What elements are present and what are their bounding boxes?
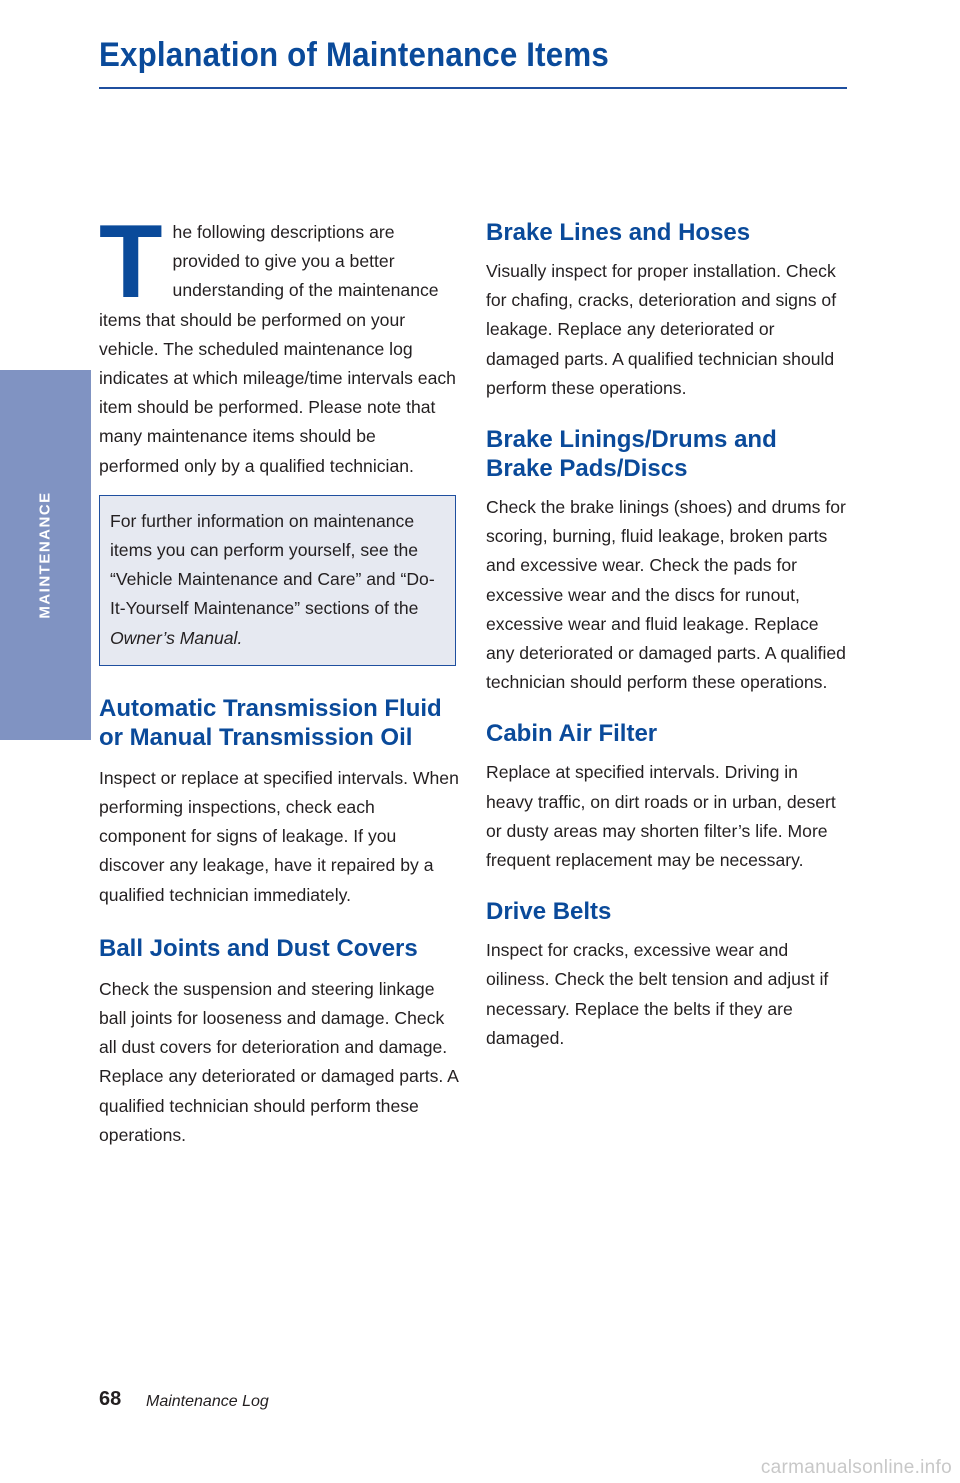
heading-transmission-fluid: Automatic Transmission Fluid or Manual Transmission Oil (99, 694, 442, 751)
note-text: For further information on maintenance items you can perform yourself, see the “Vehicle Maintenance and Care” and “Do-It-Yourself Maintenance” sections of the (110, 510, 435, 619)
body-brake-linings: Check the brake linings (shoes) and drums for scoring, burning, fluid leakage, broken parts and excessive wear. Check the pads for excessive wear and the discs for runout, excessive wear and fluid leakage. Replace any deteriorated or damaged parts. A qualified technician should perform these operations. (486, 497, 846, 693)
intro-paragraph (99, 204, 459, 481)
page-title: Explanation of Maintenance Items (99, 36, 609, 74)
heading-brake-linings: Brake Linings/Drums and Brake Pads/Discs (486, 426, 777, 483)
heading-brake-lines: Brake Lines and Hoses (486, 219, 751, 246)
page-number: 68 (99, 1388, 122, 1410)
left-column (99, 204, 459, 1150)
watermark: carmanualsonline.info (760, 1457, 952, 1478)
side-tab-label: MAINTENANCE (36, 491, 54, 619)
heading-drive-belts: Drive Belts (486, 898, 612, 926)
body-ball-joints: Check the suspension and steering linkage ball joints for looseness and damage. Check all dust covers for deterioration and damage. Replace any deteriorated or damaged parts. A qualified technician should perform these operations. (99, 978, 458, 1145)
drop-cap: T (99, 204, 163, 320)
note-manual-title: Owner’s Manual. (110, 627, 243, 648)
right-column (486, 218, 846, 1053)
title-divider (99, 87, 847, 89)
body-brake-lines: Visually inspect for proper installation. Check for chafing, cracks, deterioration and signs of leakage. Replace any deteriorated or damaged parts. A qualified technician should perform these operations. (486, 261, 837, 398)
intro-text: he following descriptions are provided to give you a better understanding of the maintenance items that should be performed on your vehicle. The scheduled maintenance log indicates at which mileage/time intervals each item should be performed. Please note that many maintenance items should be performed only by a qualified technician. (99, 222, 456, 476)
body-transmission-fluid: Inspect or replace at specified intervals. When performing inspections, check each component for signs of leakage. If you discover any leakage, have it repaired by a qualified technician immediately. (99, 767, 459, 905)
heading-ball-joints: Ball Joints and Dust Covers (99, 934, 418, 962)
info-note-box (99, 495, 456, 666)
body-drive-belts: Inspect for cracks, excessive wear and oiliness. Check the belt tension and adjust if necessary. Replace the belts if they are damaged. (486, 940, 829, 1048)
heading-cabin-air-filter: Cabin Air Filter (486, 720, 658, 748)
body-cabin-air-filter: Replace at specified intervals. Driving in heavy traffic, on dirt roads or in urban, desert or dusty areas may shorten filter’s life. More frequent replacement may be necessary. (486, 762, 836, 871)
footer-label: Maintenance Log (146, 1393, 269, 1410)
